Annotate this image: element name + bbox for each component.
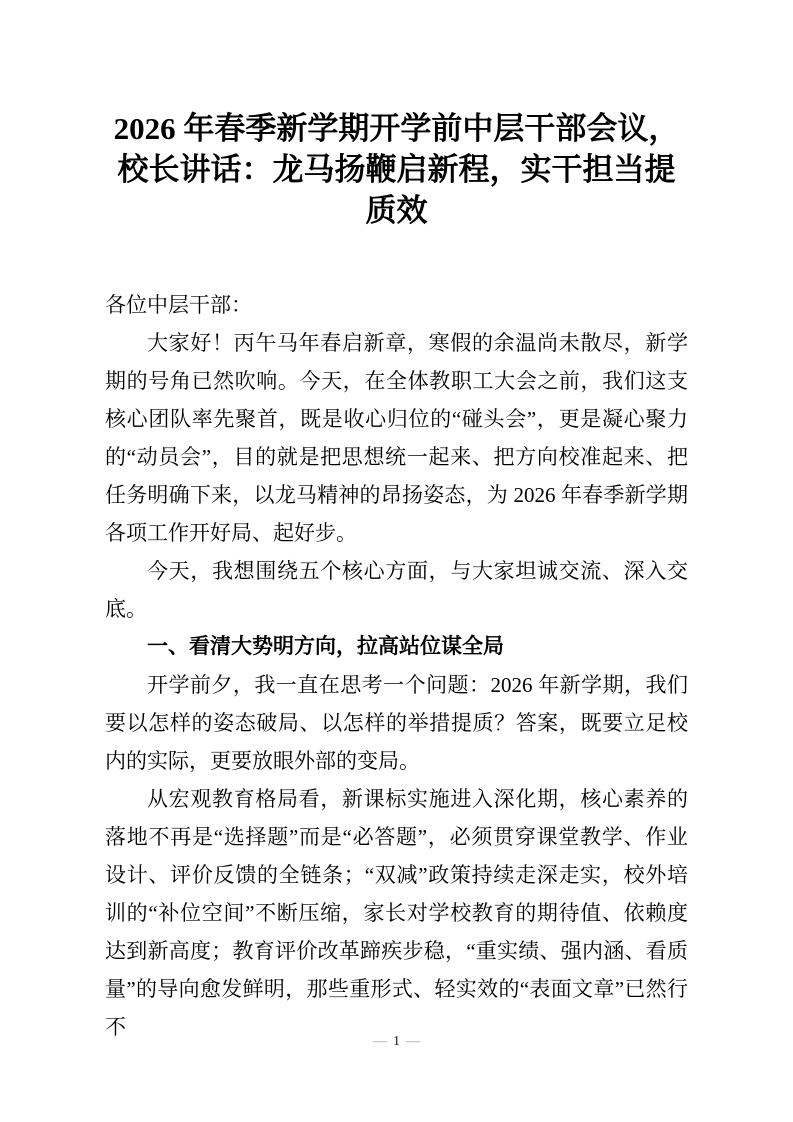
title-line-1: 2026 年春季新学期开学前中层干部会议， — [113, 111, 680, 146]
paragraph-overview: 今天，我想围绕五个核心方面，与大家坦诚交流、深入交底。 — [105, 559, 688, 621]
page-footer — [0, 1032, 793, 1052]
title-line-2: 校长讲话：龙马扬鞭启新程，实干担当提 — [117, 152, 676, 187]
title-line-3: 质效 — [365, 193, 428, 228]
page-number: 1 — [393, 1034, 400, 1049]
paragraph-greeting: 大家好！丙午马年春启新章，寒假的余温尚未散尽，新学期的号角已然吹响。今天，在全体教职工大会之前，我们这支核心团队率先聚首，既是收心归位的“碰头会”，更是凝心聚力的“动员会”，目的就是把思想统一起来、把方向校准起来、把任务明确下来，以龙马精神的昂扬姿态，为 2026 年春季新学期各项工作开好局、起好步。 — [105, 331, 688, 545]
salutation: 各位中层干部： — [105, 293, 252, 317]
paragraph-macro-trends: 从宏观教育格局看，新课标实施进入深化期，核心素养的落地不再是“选择题”而是“必答题”，必须贯穿课堂教学、作业设计、评价反馈的全链条；“双减”政策持续走深走实，校外培训的“补位空间”不断压缩，家长对学校教育的期待值、依赖度达到新高度；教育评价改革蹄疾步稳，“重实绩、强内涵、看质量”的导向愈发鲜明，那些重形式、轻实效的“表面文章”已然行不 — [105, 787, 688, 1039]
footer-dash-left: — — [373, 1034, 387, 1049]
document-content — [105, 108, 688, 1046]
footer-dash-right: — — [406, 1034, 420, 1049]
document-title — [105, 108, 688, 231]
paragraph-question: 开学前夕，我一直在思考一个问题：2026 年新学期，我们要以怎样的姿态破局、以怎样的举措提质？答案，既要立足校内的实际，更要放眼外部的变局。 — [105, 673, 688, 773]
section-heading-1: 一、看清大势明方向，拉高站位谋全局 — [147, 635, 504, 658]
